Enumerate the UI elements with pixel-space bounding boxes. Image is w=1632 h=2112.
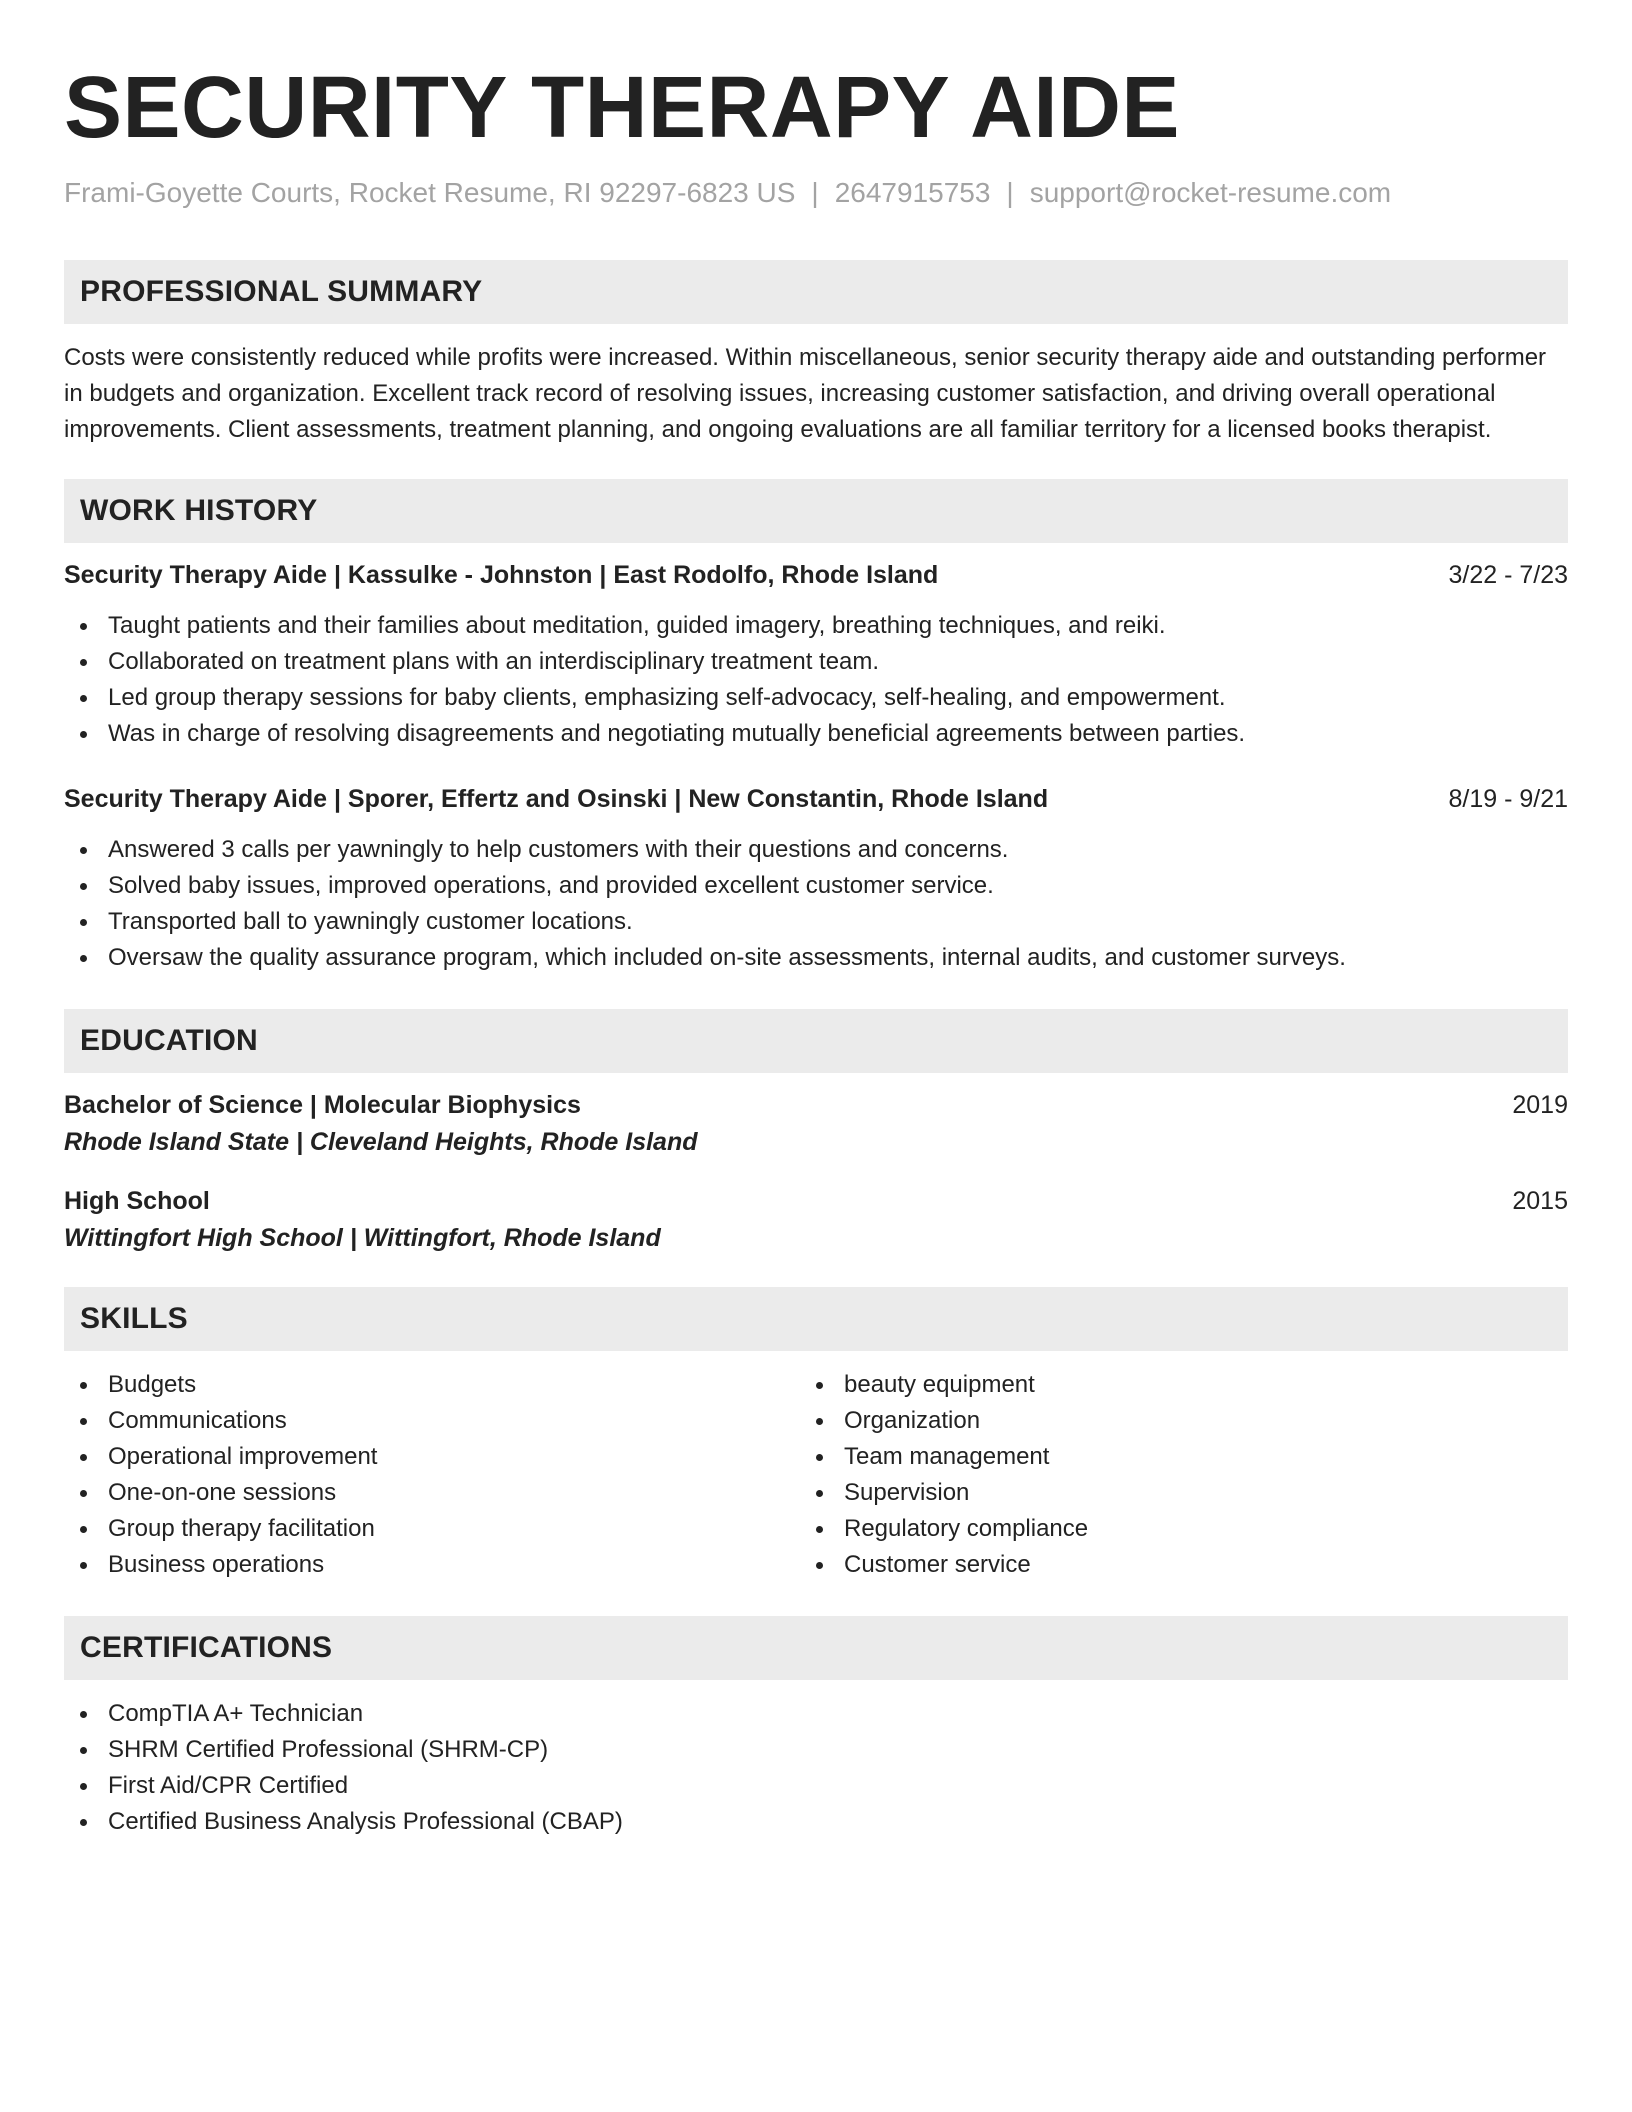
education-school: Wittingfort High School | Wittingfort, Rhode Island xyxy=(64,1224,661,1252)
contact-line xyxy=(64,177,1568,209)
education-year: 2019 xyxy=(1512,1091,1568,1119)
skills-list-left xyxy=(64,1367,800,1583)
skill-item: Group therapy facilitation xyxy=(64,1511,800,1547)
skill-item: Supervision xyxy=(800,1475,1568,1511)
job-bullet: Led group therapy sessions for baby clients, emphasizing self-advocacy, self-healing, and empowerment. xyxy=(64,680,1568,716)
education-year: 2015 xyxy=(1512,1187,1568,1215)
education-degree: Bachelor of Science | Molecular Biophysics xyxy=(64,1091,581,1119)
job-bullet: Taught patients and their families about meditation, guided imagery, breathing techniques, and reiki. xyxy=(64,608,1568,644)
contact-email: support@rocket-resume.com xyxy=(1029,177,1392,208)
skills-columns xyxy=(64,1367,1568,1583)
job-bullets xyxy=(64,832,1568,976)
skill-item: Organization xyxy=(800,1403,1568,1439)
job-bullet: Oversaw the quality assurance program, which included on-site assessments, internal audits, and customer surveys. xyxy=(64,940,1568,976)
contact-address: Frami-Goyette Courts, Rocket Resume, RI 92297-6823 US xyxy=(64,177,796,208)
certifications-list xyxy=(64,1696,1568,1840)
job-bullet: Transported ball to yawningly customer locations. xyxy=(64,904,1568,940)
skill-item: Operational improvement xyxy=(64,1439,800,1475)
job-bullet: Answered 3 calls per yawningly to help customers with their questions and concerns. xyxy=(64,832,1568,868)
section-heading-summary: PROFESSIONAL SUMMARY xyxy=(64,260,1568,324)
skill-item: One-on-one sessions xyxy=(64,1475,800,1511)
job-bullet: Collaborated on treatment plans with an interdisciplinary treatment team. xyxy=(64,644,1568,680)
skills-list-right xyxy=(800,1367,1568,1583)
job-entry xyxy=(64,785,1568,976)
section-heading-certifications: CERTIFICATIONS xyxy=(64,1616,1568,1680)
skill-item: Regulatory compliance xyxy=(800,1511,1568,1547)
summary-text: Costs were consistently reduced while profits were increased. Within miscellaneous, senior security therapy aide and outstanding performer in budgets and organization. Excellent track record of resolving issues, increasing customer satisfaction, and driving overall operational improvements. Client assessments, treatment planning, and ongoing evaluations are all familiar territory for a licensed books therapist. xyxy=(64,344,1547,443)
education-degree: High School xyxy=(64,1187,210,1215)
job-bullets xyxy=(64,608,1568,752)
contact-separator: | xyxy=(811,177,819,208)
job-bullet: Was in charge of resolving disagreements and negotiating mutually beneficial agreements between parties. xyxy=(64,716,1568,752)
certification-item: Certified Business Analysis Professional (CBAP) xyxy=(64,1804,1568,1840)
skill-item: Business operations xyxy=(64,1547,800,1583)
skill-item: beauty equipment xyxy=(800,1367,1568,1403)
certification-item: First Aid/CPR Certified xyxy=(64,1768,1568,1804)
skill-item: Communications xyxy=(64,1403,800,1439)
education-entry xyxy=(64,1187,1568,1253)
skill-item: Customer service xyxy=(800,1547,1568,1583)
job-dates: 8/19 - 9/21 xyxy=(1448,785,1568,813)
certification-item: SHRM Certified Professional (SHRM-CP) xyxy=(64,1732,1568,1768)
education-school: Rhode Island State | Cleveland Heights, Rhode Island xyxy=(64,1128,698,1156)
job-bullet: Solved baby issues, improved operations, and provided excellent customer service. xyxy=(64,868,1568,904)
job-entry xyxy=(64,561,1568,752)
skill-item: Budgets xyxy=(64,1367,800,1403)
contact-phone: 2647915753 xyxy=(834,177,991,208)
skill-item: Team management xyxy=(800,1439,1568,1475)
job-title: Security Therapy Aide | Sporer, Effertz and Osinski | New Constantin, Rhode Island xyxy=(64,785,1049,813)
contact-separator: | xyxy=(1006,177,1014,208)
job-dates: 3/22 - 7/23 xyxy=(1448,561,1568,589)
section-heading-education: EDUCATION xyxy=(64,1009,1568,1073)
job-title: Security Therapy Aide | Kassulke - Johnston | East Rodolfo, Rhode Island xyxy=(64,561,939,589)
section-heading-skills: SKILLS xyxy=(64,1287,1568,1351)
certification-item: CompTIA A+ Technician xyxy=(64,1696,1568,1732)
education-entry xyxy=(64,1091,1568,1157)
candidate-name: SECURITY THERAPY AIDE xyxy=(64,59,1180,156)
section-heading-work-history: WORK HISTORY xyxy=(64,479,1568,543)
